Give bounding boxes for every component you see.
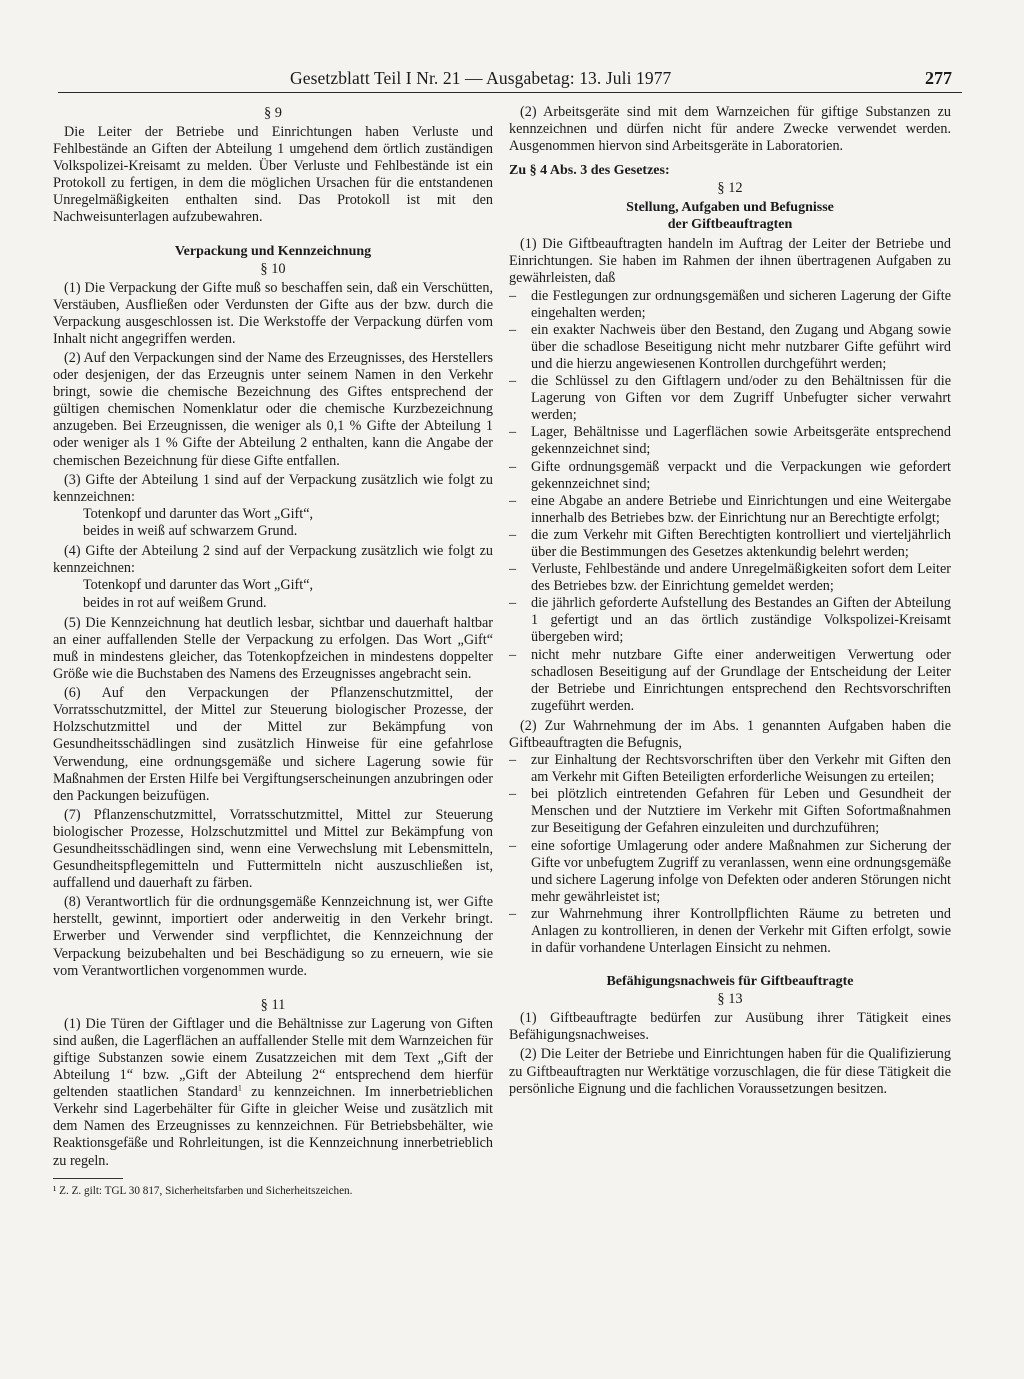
list-item: – die Schlüssel zu den Giftlagern und/oder zu den Behältnissen für die Lagerung von Giften vor dem Zugriff Unbefugter sicher verwahrt werden; <box>509 373 951 424</box>
section-12-p2: (2) Zur Wahrnehmung der im Abs. 1 genannten Aufgaben haben die Giftbeauftragten die Befugnis, <box>509 717 951 751</box>
page-header <box>0 0 1024 95</box>
list-item: – ein exakter Nachweis über den Bestand, den Zugang und Abgang sowie über die schadlose Beseitigung nicht mehr nutzbarer Gifte geführt wird und die hierzu angewiesenen Kontrollen durchgeführt werden; <box>509 322 951 373</box>
footnote-marker: 1 <box>237 1083 242 1093</box>
running-title: Gesetzblatt Teil I Nr. 21 — Ausgabetag: 13. Juli 1977 <box>290 68 672 88</box>
section-9-label: § 9 <box>264 105 282 121</box>
section-10-p3: (3) Gifte der Abteilung 1 sind auf der Verpackung zusätzlich wie folgt zu kennzeichnen: <box>53 471 493 505</box>
list-item: – zur Wahrnehmung ihrer Kontrollpflichten Räume zu betreten und Anlagen zu kontrollieren, in denen der Verkehr mit Giften erfolgt, sowie in dafür vorhandene Unterlagen Einsicht zu nehmen. <box>509 906 951 957</box>
section-13-label: § 13 <box>717 991 743 1008</box>
section-10-heading: Verpackung und Kennzeichnung <box>174 243 372 259</box>
right-column <box>509 104 951 1098</box>
section-10-p1: (1) Die Verpackung der Gifte muß so beschaffen sein, daß ein Verschütten, Verstäuben, Ausfließen oder Verdunsten der Gifte aus der bzw. durch die Verpackung ausgeschlossen ist. Die Werkstoffe der Verpackung dürfen vom Inhalt nicht angegriffen werden. <box>53 279 493 347</box>
footnote: ¹ Z. Z. gilt: TGL 30 817, Sicherheitsfarben und Sicherheitszeichen. <box>53 1184 353 1197</box>
section-10-p7: (7) Pflanzenschutzmittel, Vorratsschutzmittel, Mittel zur Steuerung biologischer Prozesse, Holzschutzmittel und Mittel zur Bekämpfung von Gesundheitsschädlingen sind, wenn eine Verwechslung mit Lebensmitteln, Gesundheitspflegemitteln und Futtermitteln nicht auszuschließen ist, auffallend und dauerhaft zu färben. <box>53 806 493 892</box>
section-10-p4-line1: Totenkopf und darunter das Wort „Gift“, <box>83 577 314 594</box>
left-column <box>53 104 493 1198</box>
section-10-p4-line2: beides in rot auf weißem Grund. <box>83 594 267 611</box>
list-item: – bei plötzlich eintretenden Gefahren für Leben und Gesundheit der Menschen und der Nutztiere im Verkehr mit Giften Sofortmaßnahmen zur Beseitigung der Gefahren einzuleiten und durchzuführen; <box>509 786 951 837</box>
list-item: – Verluste, Fehlbestände und andere Unregelmäßigkeiten sofort dem Leiter des Betriebes bzw. der Einrichtung gemeldet werden; <box>509 561 951 595</box>
section-12-heading-1: Stellung, Aufgaben und Befugnisse <box>626 200 834 216</box>
section-11-p1: (1) Die Türen der Giftlager und die Behältnisse zur Lagerung von Giften sind außen, die Lagerflächen an auffallender Stelle mit dem Warnzeichen für giftige Substanzen sowie einem Zusatzzeichen mit dem Text „Gift der Abteilung 1“ bzw. „Gift der Abteilung 2“ entsprechend dem hierfür geltenden staatlichen Standard$^1$ zu kennzeichnen. Im innerbetrieblichen Verkehr sind Lagerbehälter für Gifte in gleicher Weise und zusätzlich mit dem Namen des Erzeugnisses zu kennzeichnen. Für Betriebsbehälter, wie Reaktionsgefäße und Rohrleitungen, ist die Kennzeichnung innerbetrieblich zu regeln. <box>53 1015 493 1169</box>
list-item: – eine Abgabe an andere Betriebe und Einrichtungen und eine Weitergabe innerhalb des Betriebes bzw. der Einrichtung nur an Berechtigte erfolgt; <box>509 493 951 527</box>
section-9-paragraph: Die Leiter der Betriebe und Einrichtungen haben Verluste und Fehlbestände an Giften der Abteilung 1 umgehend dem örtlich zuständigen Volkspolizei-Kreisamt zu melden. Über Verluste und Fehlbestände ist ein Protokoll zu fertigen, in dem die möglichen Ursachen für die entstandenen Unregelmäßigkeiten enthalten sind. Das Protokoll ist mit den Nachweisunterlagen aufzubewahren. <box>53 124 493 226</box>
section-12-powers-list <box>509 752 951 957</box>
section-12-label: § 12 <box>717 180 743 197</box>
header-rule <box>58 92 962 93</box>
section-13-p2: (2) Die Leiter der Betriebe und Einrichtungen haben für die Qualifizierung zu Giftbeauftragten nur Werktätige vorzuschlagen, die für diese Tätigkeit die persönliche Eignung und die fachlichen Voraussetzungen besitzen. <box>509 1046 951 1097</box>
section-12-heading-2: der Giftbeauftragten <box>667 217 793 233</box>
list-item: – zur Einhaltung der Rechtsvorschriften über den Verkehr mit Giften den am Verkehr mit Giften Beteiligten erforderliche Weisungen zu erteilen; <box>509 752 951 786</box>
section-10-p5: (5) Die Kennzeichnung hat deutlich lesbar, sichtbar und dauerhaft haltbar an einer auffallenden Stelle der Verpackung zu erfolgen. Das Wort „Gift“ muß in mindestens gleicher, das Totenkopfzeichen in mindestens doppelter Größe wie die Buchstaben des Namens des Erzeugnisses angebracht sein. <box>53 614 493 683</box>
section-11-label: § 11 <box>260 996 286 1013</box>
section-12-duties-list <box>509 288 951 715</box>
section-10-p3-line2: beides in weiß auf schwarzem Grund. <box>83 522 298 539</box>
footnote-rule <box>53 1178 123 1179</box>
section-10-p3-line1: Totenkopf und darunter das Wort „Gift“, <box>83 505 314 522</box>
list-item: – Gifte ordnungsgemäß verpackt und die Verpackungen wie gefordert gekennzeichnet sind; <box>509 459 951 493</box>
section-13-heading: Befähigungsnachweis für Giftbeauftragte <box>606 974 854 990</box>
list-item: – nicht mehr nutzbare Gifte einer anderweitigen Verwertung oder schadlosen Beseitigung auf der Grundlage der Entscheidung der Leiter der Betriebe und Einrichtungen entsprechend den Rechtsvorschriften zugeführt werden. <box>509 647 951 715</box>
section-10-p8: (8) Verantwortlich für die ordnungsgemäße Kennzeichnung ist, wer Gifte herstellt, gewinnt, importiert oder anderweitig in den Verkehr bringt. Erwerber und Verwender sind verpflichtet, die Kennzeichnung der Verpackung beizubehalten und bei Beschädigung so zu erneuern, wie sie vom Verantwortlichen vorgenommen wurde. <box>53 894 493 979</box>
section-10-p2: (2) Auf den Verpackungen sind der Name des Erzeugnisses, des Herstellers oder desjenigen, der das Erzeugnis unter seinem Namen in den Verkehr bringt, sowie die chemische Bezeichnung des Giftes entsprechend der gültigen chemischen Nomenklatur oder die chemische Kurzbezeichnung anzugeben. Bei Erzeugnissen, die weniger als 0,1 % Gifte der Abteilung 1 oder weniger als 1 % Gifte der Abteilung 2 enthalten, kann die Angabe der chemischen Bezeichnung für diese Gifte entfallen. <box>53 349 493 469</box>
section-10-p4: (4) Gifte der Abteilung 2 sind auf der Verpackung zusätzlich wie folgt zu kennzeichnen: <box>53 543 493 577</box>
list-item: – eine sofortige Umlagerung oder andere Maßnahmen zur Sicherung der Gifte vor unbefugtem Zugriff zu veranlassen, wenn eine ordnungsgemäße und sichere Lagerung infolge von Defekten oder anderen Störungen nicht mehr gewährleistet ist; <box>509 838 951 906</box>
section-12-p1: (1) Die Giftbeauftragten handeln im Auftrag der Leiter der Betriebe und Einrichtungen. Sie haben im Rahmen der ihnen übertragenen Aufgaben zu gewährleisten, daß <box>509 236 951 287</box>
page-number: 277 <box>925 68 952 88</box>
section-13-p1: (1) Giftbeauftragte bedürfen zur Ausübung ihrer Tätigkeit eines Befähigungsnachweises. <box>509 1010 951 1044</box>
list-item: – die jährlich geforderte Aufstellung des Bestandes an Giften der Abteilung 1 gefertigt und an das örtlich zuständige Volkspolizei-Kreisamt übergeben wird; <box>509 595 951 646</box>
section-10-p6: (6) Auf den Verpackungen der Pflanzenschutzmittel, der Vorratsschutzmittel, der Mittel zur Steuerung biologischer Prozesse, der Holzschutzmittel und der Mittel zur Bekämpfung von Gesundheitsschädlingen sind zusätzlich Hinweise für eine gefahrlose Verwendung, eine ordnungsgemäße und sichere Lagerung sowie für Maßnahmen der Ersten Hilfe bei Vergiftungserscheinungen anzubringen oder den Packungen beizufügen. <box>53 685 493 804</box>
list-item: – die Festlegungen zur ordnungsgemäßen und sicheren Lagerung der Gifte eingehalten werden; <box>509 288 951 322</box>
section-11-p2: (2) Arbeitsgeräte sind mit dem Warnzeichen für giftige Substanzen zu kennzeichnen und dürfen nicht für andere Zwecke verwendet werden. Ausgenommen hiervon sind Arbeitsgeräte in Laboratorien. <box>509 104 951 155</box>
law-reference: Zu § 4 Abs. 3 des Gesetzes: <box>509 163 670 179</box>
section-10-label: § 10 <box>260 260 286 277</box>
list-item: – Lager, Behältnisse und Lagerflächen sowie Arbeitsgeräte entsprechend gekennzeichnet sind; <box>509 424 951 458</box>
list-item: – die zum Verkehr mit Giften Berechtigten kontrolliert und vierteljährlich über die Bestimmungen des Gesetzes aktenkundig belehrt werden; <box>509 527 951 561</box>
